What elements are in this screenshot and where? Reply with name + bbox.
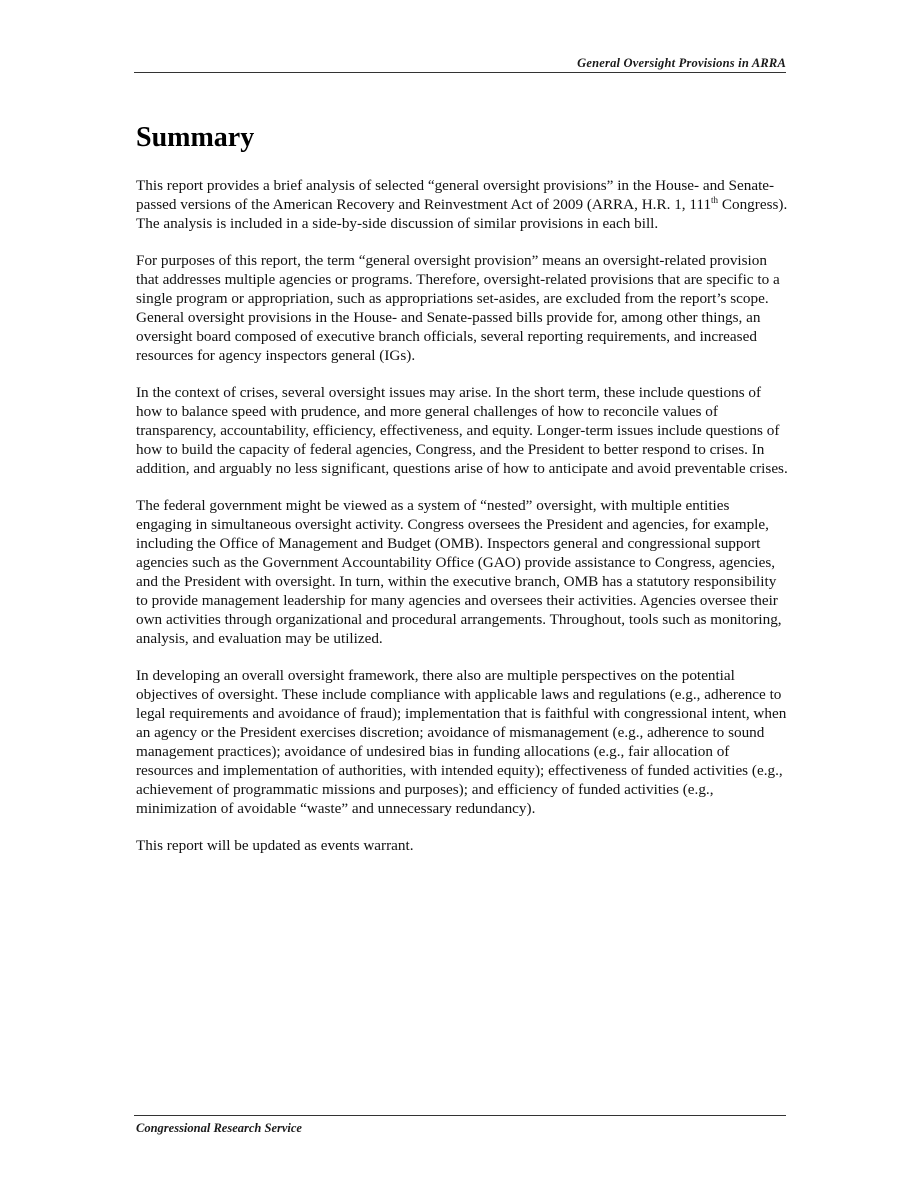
paragraph-5: In developing an overall oversight framework, there also are multiple perspectives on the potential objectives of oversight. These include compliance with applicable laws and regulations (e.g., adherence to legal requirements and avoidance of fraud); implementation that is faithful with congressional intent, when an agency or the President exercises discretion; avoidance of mismanagement (e.g., adherence to sound management practices); avoidance of undesired bias in funding allocations (e.g., fair allocation of resources and implementation of authorities, with intended equity); effectiveness of funded activities (e.g., achievement of programmatic missions and purposes); and efficiency of funded activities (e.g., minimization of avoidable “waste” and unnecessary redundancy). <box>136 667 787 817</box>
paragraph-2: For purposes of this report, the term “general oversight provision” means an oversight-related provision that addresses multiple agencies or programs. Therefore, oversight-related provisions that are specific to a single program or appropriation, such as appropriations set-asides, are excluded from the report’s scope. General oversight provisions in the House- and Senate-passed bills provide for, among other things, an oversight board composed of executive branch officials, several reporting requirements, and increased resources for agency inspectors general (IGs). <box>136 252 780 364</box>
paragraph-1-text-a: This report provides a brief analysis of selected “general oversight provisions” in the House- and Senate-passed versions of the American Recovery and Reinvestment Act of 2009 (ARRA, H.R. 1, 111 <box>136 177 775 213</box>
running-footer: Congressional Research Service <box>136 1121 302 1135</box>
paragraph-4: The federal government might be viewed as a system of “nested” oversight, with multiple entities engaging in simultaneous oversight activity. Congress oversees the President and agencies, for example, including the Office of Management and Budget (OMB). Inspectors general and congressional support agencies such as the Government Accountability Office (GAO) provide assistance to Congress, agencies, and the President with oversight. In turn, within the executive branch, OMB has a statutory responsibility to provide management leadership for many agencies and oversees their activities. Agencies oversee their own activities through organizational and procedural arrangements. Throughout, tools such as monitoring, analysis, and evaluation may be utilized. <box>136 497 782 647</box>
running-header: General Oversight Provisions in ARRA <box>577 56 786 70</box>
ordinal-superscript: th <box>711 194 719 205</box>
paragraph-6: This report will be updated as events warrant. <box>136 837 414 854</box>
paragraph-1-text-b: Congress). The analysis is included in a side-by-side discussion of similar provisions in each bill. <box>136 196 788 232</box>
footer-divider <box>134 1115 786 1116</box>
paragraph-1 <box>136 176 788 233</box>
header-divider <box>134 72 786 73</box>
paragraph-3: In the context of crises, several oversight issues may arise. In the short term, these include questions of how to balance speed with prudence, and more general challenges of how to reconcile values of transparency, accountability, efficiency, effectiveness, and equity. Longer-term issues include questions of how to build the capacity of federal agencies, Congress, and the President to better respond to crises. In addition, and arguably no less significant, questions arise of how to anticipate and avoid preventable crises. <box>136 384 788 477</box>
summary-body <box>136 176 788 873</box>
page-title: Summary <box>136 122 255 153</box>
